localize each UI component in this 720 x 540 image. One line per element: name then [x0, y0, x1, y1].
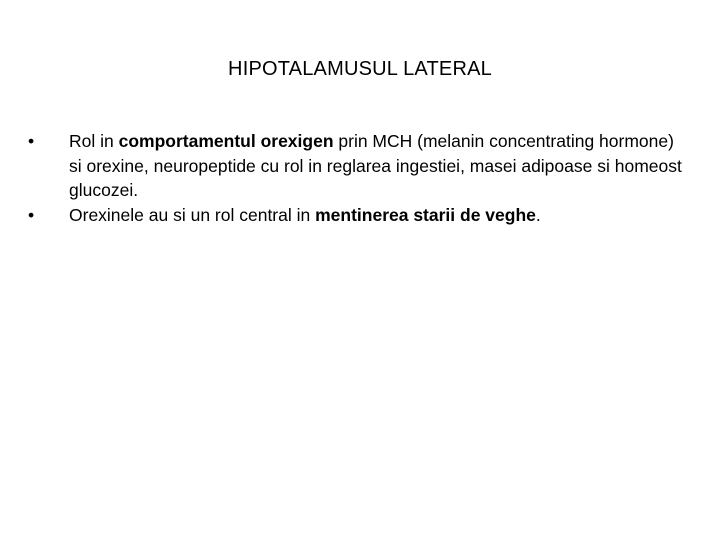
bullet-text-emphasis: comportamentul orexigen [118, 131, 334, 151]
bullet-list [28, 129, 688, 227]
bullet-text-segment: Rol in [69, 131, 119, 151]
bullet-text-segment: Orexinele au si un rol central in [69, 204, 316, 225]
bullet-item [28, 129, 688, 203]
bullet-item [28, 203, 688, 228]
bullet-text-segment: . [535, 204, 541, 225]
bullet-text-emphasis: mentinerea starii de veghe [315, 204, 536, 225]
bullet-text-segment: prin MCH (melanin concentrating hormone) si orexine, neuropeptide cu rol in reglarea ingestiei, masei adipoase si homeost glucozei. [69, 131, 682, 200]
slide-title: HIPOTALAMUSUL LATERAL [228, 58, 492, 80]
bullet-marker: • [28, 131, 35, 151]
bullet-marker: • [28, 204, 35, 225]
